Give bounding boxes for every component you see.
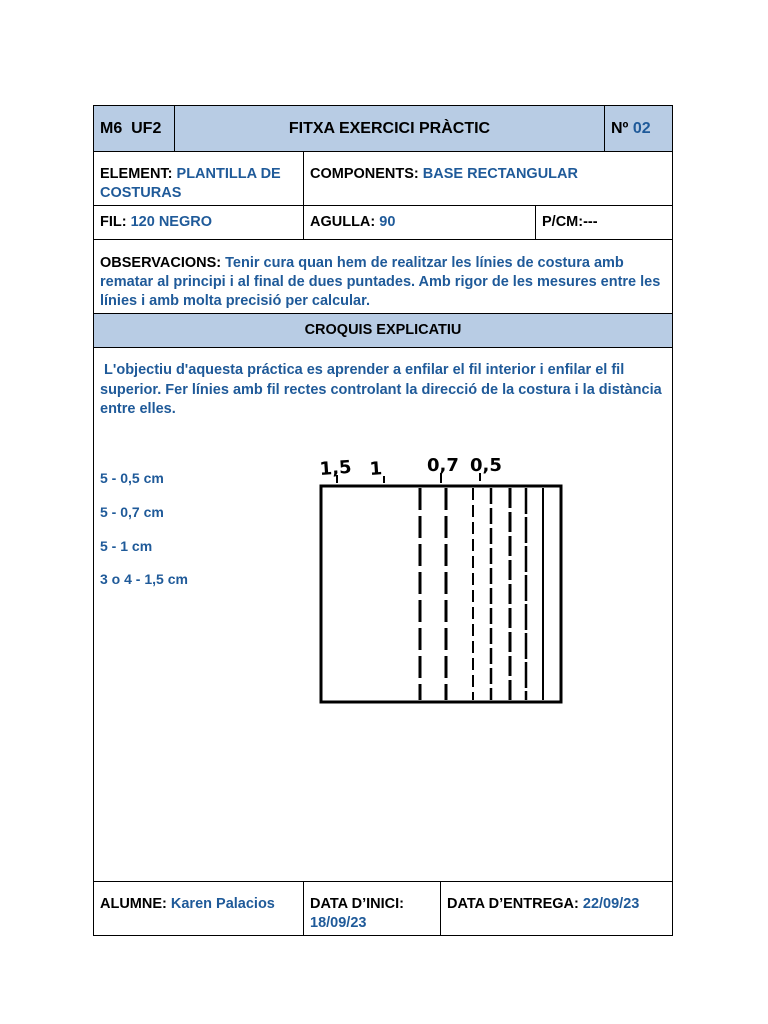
croquis-description: L'objectiu d'aquesta práctica es aprender a enfilar el fil interior i enfilar el fil superior. Fer línies amb fil rectes controlant la direcció de la costura i la distància entre elles. — [100, 362, 666, 417]
pcm-label: P/CM:--- — [542, 214, 598, 230]
components-cell — [303, 151, 673, 206]
alumne-value: Karen Palacios — [170, 896, 275, 912]
number-value: 02 — [632, 120, 651, 137]
croquis-title-cell — [93, 313, 673, 348]
data-entrega-cell — [440, 881, 673, 936]
data-inici-cell — [303, 881, 441, 936]
number-cell — [604, 105, 673, 152]
measurement-item: 5 - 0,7 cm — [100, 504, 164, 520]
title-cell — [174, 105, 605, 152]
agulla-value: 90 — [379, 214, 396, 230]
sheet-title: FITXA EXERCICI PRÀCTIC — [288, 120, 491, 137]
alumne-cell — [93, 881, 304, 936]
data-inici-value: 18/09/23 — [310, 915, 367, 931]
fil-label: FIL: — [100, 214, 127, 230]
croquis-title: CROQUIS EXPLICATIU — [304, 322, 462, 338]
alumne-label: ALUMNE: — [100, 896, 167, 912]
observacions-text: Tenir cura quan hem de realitzar les línies de costura amb rematar al principi i al final de dues puntades. Amb rigor de les mesures entre les línies i amb molta precisió per calcular. — [100, 255, 661, 309]
fil-cell — [93, 205, 304, 240]
element-value: PLANTILLA DE COSTURAS — [100, 166, 281, 201]
seam-sketch — [304, 443, 574, 708]
measurement-item: 5 - 0,5 cm — [100, 470, 164, 486]
measurement-item: 3 o 4 - 1,5 cm — [100, 571, 188, 587]
data-entrega-label: DATA D’ENTREGA: — [447, 896, 579, 912]
element-label: ELEMENT: — [100, 166, 173, 182]
agulla-label: AGULLA: — [310, 214, 376, 230]
exercise-sheet — [93, 105, 673, 936]
sketch-label: 0,5 — [470, 455, 502, 476]
measurement-item: 5 - 1 cm — [100, 538, 153, 554]
module-label: M6 UF2 — [100, 120, 162, 137]
croquis-body — [93, 347, 673, 882]
observacions-cell — [93, 239, 673, 314]
components-value: BASE RECTANGULAR — [422, 166, 578, 182]
agulla-cell — [303, 205, 536, 240]
fil-value: 120 NEGRO — [130, 214, 213, 230]
data-inici-label: DATA D’INICI: — [310, 896, 404, 912]
number-label: Nº — [611, 120, 629, 137]
data-entrega-value: 22/09/23 — [582, 896, 640, 912]
components-label: COMPONENTS: — [310, 166, 419, 182]
observacions-label: OBSERVACIONS: — [100, 255, 222, 271]
sketch-label: 1 — [368, 458, 383, 480]
sketch-label: 1,5 — [318, 456, 353, 480]
element-cell — [93, 151, 304, 206]
pcm-cell — [535, 205, 673, 240]
sketch-label: 0,7 — [427, 455, 459, 476]
module-cell — [93, 105, 175, 152]
